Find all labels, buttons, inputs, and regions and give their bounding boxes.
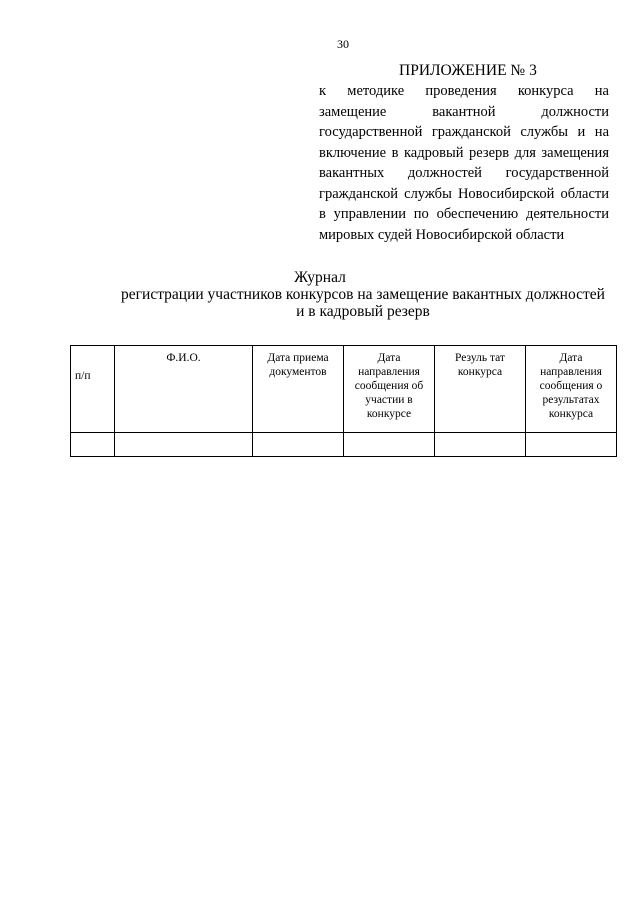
header-cell-results-notice-date: Дата направления сообщения о результатах конкурса <box>526 346 617 433</box>
page-number: 30 <box>337 37 349 51</box>
table-cell <box>526 433 617 457</box>
table-row <box>71 433 617 457</box>
appendix-text: к методике проведения конкурса на замещение вакантной должности государственной гражданской службы и на включение в кадровый резерв для замещения вакантных должностей государственной гражданской службы Новосибирской области в управлении по обеспечению деятельности мировых судей Новосибирской области <box>319 83 609 243</box>
journal-subtitle-line-2: и в кадровый резерв <box>296 303 430 320</box>
journal-subtitle-line-1: регистрации участников конкурсов на замещение вакантных должностей <box>121 286 605 303</box>
registration-journal-table <box>70 345 617 457</box>
appendix-block <box>319 61 609 245</box>
journal-subtitle <box>108 286 618 320</box>
header-cell-full-name: Ф.И.О. <box>115 346 253 433</box>
header-cell-number: п/п <box>71 346 115 433</box>
appendix-title: ПРИЛОЖЕНИЕ № 3 <box>399 62 537 79</box>
table-cell <box>435 433 526 457</box>
header-cell-participation-notice-date: Дата направления сообщения об участии в конкурсе <box>344 346 435 433</box>
header-cell-documents-date: Дата приема документов <box>253 346 344 433</box>
table-cell <box>71 433 115 457</box>
header-cell-contest-result: Резуль тат конкурса <box>435 346 526 433</box>
table-cell <box>344 433 435 457</box>
table-cell <box>115 433 253 457</box>
table-header-row <box>71 346 617 433</box>
journal-title: Журнал <box>294 269 346 286</box>
table-cell <box>253 433 344 457</box>
